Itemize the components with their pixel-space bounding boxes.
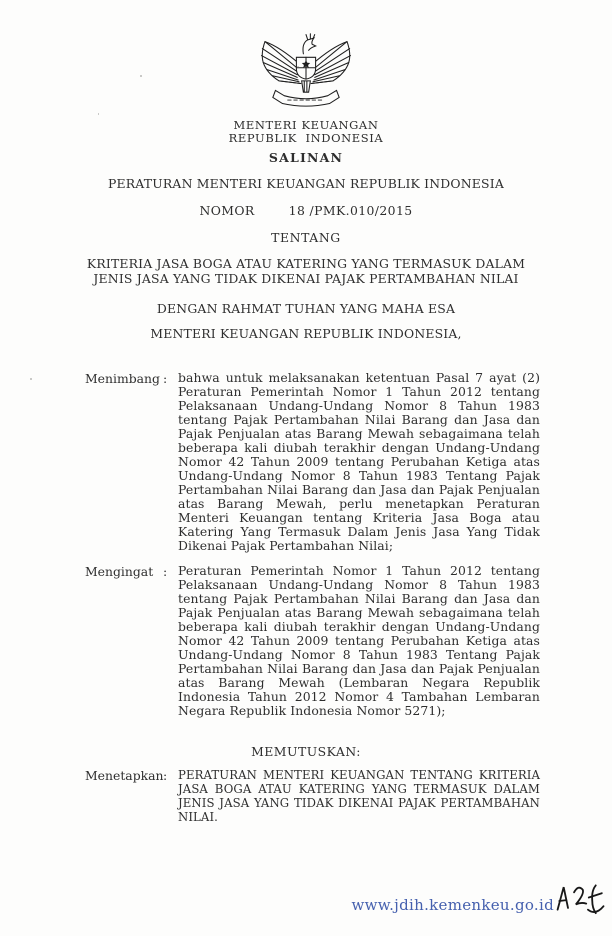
number-value: 18 /PMK.010/2015 (288, 203, 413, 218)
authority-line: MENTERI KEUANGAN REPUBLIK INDONESIA, (150, 326, 462, 341)
regulation-number-line (0, 203, 612, 218)
mengingat-label: Mengingat (85, 564, 154, 579)
handwritten-initials-mark-icon (555, 879, 607, 923)
consideration-block-menimbang (85, 371, 540, 553)
subject-line-2: JENIS JASA YANG TIDAK DIKENAI PAJAK PERTAMBAHAN NILAI (93, 271, 519, 286)
jdih-website-link[interactable]: www.jdih.kemenkeu.go.id (351, 896, 554, 914)
menimbang-label: Menimbang (85, 371, 160, 386)
regulation-title: PERATURAN MENTERI KEUANGAN REPUBLIK INDONESIA (108, 176, 504, 191)
menimbang-colon: : (163, 371, 168, 386)
menimbang-text: bahwa untuk melaksanakan ketentuan Pasal 7 ayat (2) Peraturan Pemerintah Nomor 1 Tahun 2012 tentang Pelaksanaan Undang-Undang Nomor 8 Tahun 1983 tentang Pajak Pertambahan Nilai Barang dan Jasa dan Pajak Penjualan atas Barang Mewah sebagaimana telah beberapa kali diubah terakhir dengan Undang-Undang Nomor 42 Tahun 2009 tentang Perubahan Ketiga atas Undang-Undang Nomor 8 Tahun 1983 Tentang Pajak Pertambahan Nilai Barang dan Jasa dan Pajak Penjualan atas Barang Mewah, perlu menetapkan Peraturan Menteri Keuangan tentang Kriteria Jasa Boga atau Katering Yang Termasuk Dalam Jenis Jasa Yang Tidak Dikenai Pajak Pertambahan Nilai; (178, 370, 540, 553)
decision-heading: MEMUTUSKAN: (251, 744, 361, 759)
consideration-block-mengingat (85, 564, 540, 718)
scan-speckle (30, 378, 32, 380)
garuda-pancasila-emblem-icon (258, 30, 354, 116)
scan-speckle (98, 113, 99, 115)
menetapkan-text: PERATURAN MENTERI KEUANGAN TENTANG KRITERIA JASA BOGA ATAU KATERING YANG TERMASUK DALAM JENIS JASA YANG TIDAK DIKENAI PAJAK PERTAMBAHAN NILAI. (178, 768, 540, 824)
scan-speckle (297, 66, 299, 67)
number-label: NOMOR (199, 203, 255, 218)
mengingat-colon: : (163, 564, 168, 579)
about-label: TENTANG (271, 230, 341, 245)
ministry-name-line2: REPUBLIK INDONESIA (228, 131, 384, 145)
menetapkan-colon: : (163, 768, 168, 783)
menetapkan-label: Menetapkan (85, 768, 164, 783)
ministry-name-line1: MENTERI KEUANGAN (233, 118, 379, 132)
enactment-block-menetapkan (85, 768, 540, 824)
invocation-line: DENGAN RAHMAT TUHAN YANG MAHA ESA (156, 301, 456, 316)
mengingat-text: Peraturan Pemerintah Nomor 1 Tahun 2012 tentang Pelaksanaan Undang-Undang Nomor 8 Tahun 1983 tentang Pajak Pertambahan Nilai Barang dan Jasa dan Pajak Penjualan atas Barang Mewah sebagaimana telah beberapa kali diubah terakhir dengan Undang-Undang Nomor 42 Tahun 2009 tentang Perubahan Ketiga atas Undang-Undang Nomor 8 Tahun 1983 Tentang Pajak Pertambahan Nilai Barang dan Jasa dan Pajak Penjualan atas Barang Mewah (Lembaran Negara Republik Indonesia Tahun 2012 Nomor 4 Tambahan Lembaran Negara Republik Indonesia Nomor 5271); (178, 563, 540, 718)
copy-stamp-label: SALINAN (268, 150, 344, 165)
scan-speckle (140, 75, 142, 77)
subject-line-1: KRITERIA JASA BOGA ATAU KATERING YANG TERMASUK DALAM (86, 256, 526, 271)
